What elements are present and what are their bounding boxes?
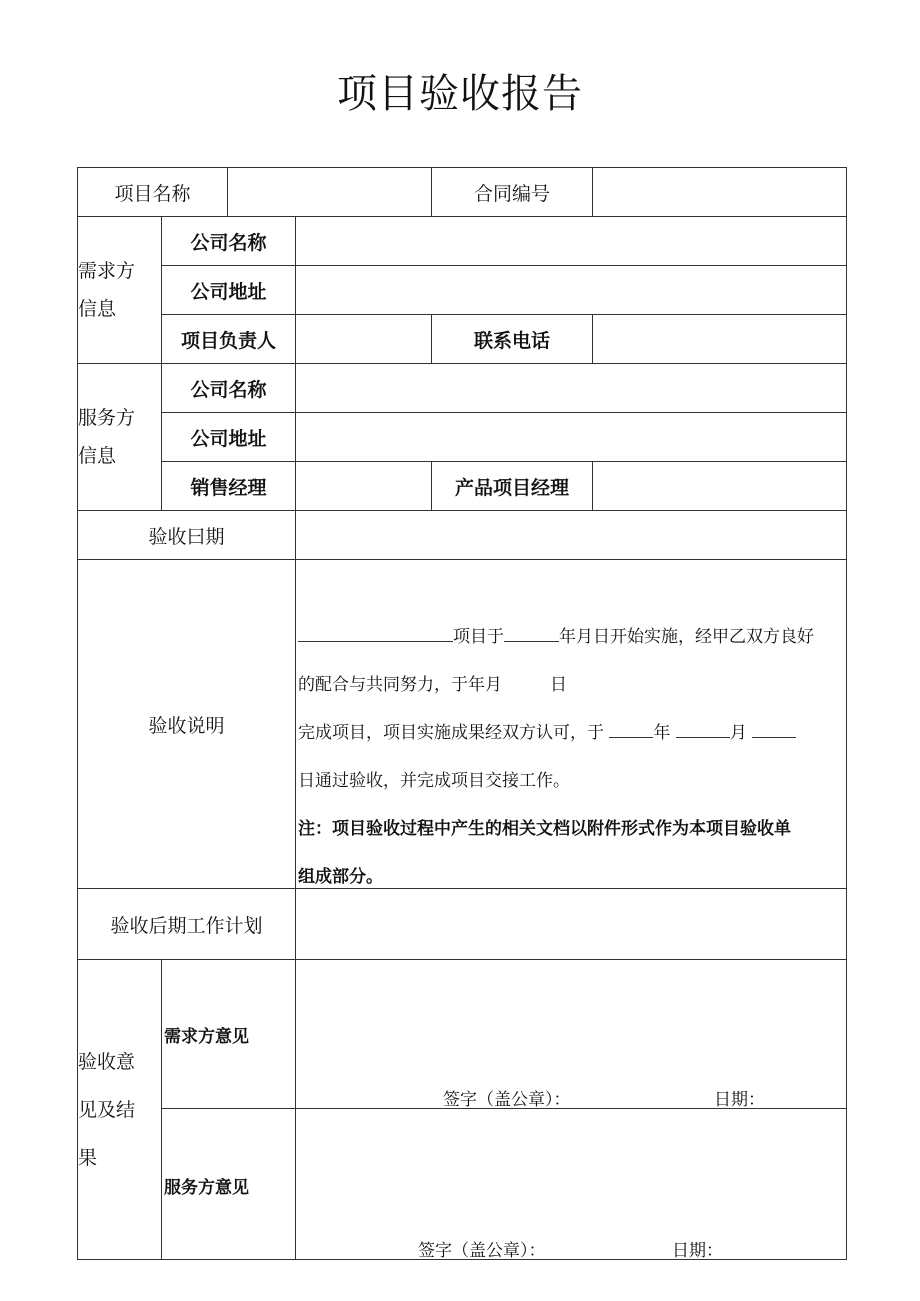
service-company-address-label: 公司地址 [162,413,296,462]
acceptance-date-field[interactable] [296,511,847,560]
description-line-3: 完成项目，项目实施成果经双方认可，于 年 月 [298,718,796,743]
acceptance-form [77,167,847,1260]
service-product-pm-label: 产品项目经理 [432,462,593,511]
service-opinion-label: 服务方意见 [164,1178,249,1198]
service-opinion-field[interactable] [296,1109,847,1260]
service-sign-label: 签字（盖公章）： [418,1241,546,1261]
contract-no-label: 合同编号 [432,168,593,217]
demand-phone-label: 联系电话 [432,315,593,364]
description-body [296,560,847,889]
description-note-1: 注：项目验收过程中产生的相关文档以附件形式作为本项目验收单 [298,819,792,839]
followup-plan-field[interactable] [296,889,847,960]
service-product-pm-field[interactable] [593,462,847,511]
demand-opinion-cell [162,960,296,1109]
demand-sign-label: 签字（盖公章）： [443,1090,571,1110]
demand-project-lead-label: 项目负责人 [162,315,296,364]
opinion-section-label-1: 验收意 [78,1050,136,1073]
demand-project-lead-field[interactable] [296,315,432,364]
demand-section-label [78,217,162,364]
demand-date-label: 日期： [714,1090,766,1110]
service-section-label-2: 信息 [78,445,117,467]
description-line-2: 的配合与共同努力，于年月 日 [298,675,568,695]
demand-section-label-2: 信息 [78,298,117,320]
page-title: 项目验收报告 [337,71,583,117]
description-line-1: 项目于 年月日开始实施，经甲乙双方良好 [298,622,814,647]
opinion-section-label-3: 果 [78,1146,98,1169]
acceptance-date-label: 验收曰期 [78,511,296,560]
service-section-label-1: 服务方 [78,407,136,429]
service-sales-manager-field[interactable] [296,462,432,511]
demand-company-address-field[interactable] [296,266,847,315]
demand-section-label-1: 需求方 [78,260,136,282]
service-date-label: 日期： [672,1241,724,1261]
description-note-2: 组成部分。 [298,867,384,887]
opinion-section-label-2: 见及结 [78,1098,136,1121]
project-name-blank[interactable] [298,624,453,642]
contract-no-field[interactable] [593,168,847,217]
project-name-label: 项目名称 [78,168,228,217]
demand-opinion-label: 需求方意见 [164,1027,249,1047]
project-name-field[interactable] [228,168,432,217]
followup-plan-label: 验收后期工作计划 [78,889,296,960]
description-line-4: 日通过验收，并完成项目交接工作。 [298,771,571,791]
demand-company-name-field[interactable] [296,217,847,266]
demand-company-name-label: 公司名称 [162,217,296,266]
service-company-name-field[interactable] [296,364,847,413]
description-label: 验收说明 [78,560,296,889]
service-company-name-label: 公司名称 [162,364,296,413]
service-opinion-cell [162,1109,296,1260]
start-year-blank[interactable] [504,624,559,642]
accept-year-blank[interactable] [609,720,653,738]
demand-company-address-label: 公司地址 [162,266,296,315]
service-sales-manager-label: 销售经理 [162,462,296,511]
accept-month-blank[interactable] [676,720,730,738]
opinion-section-label [78,960,162,1260]
service-section-label [78,364,162,511]
demand-opinion-field[interactable] [296,960,847,1109]
accept-day-blank[interactable] [752,720,796,738]
demand-phone-field[interactable] [593,315,847,364]
service-company-address-field[interactable] [296,413,847,462]
